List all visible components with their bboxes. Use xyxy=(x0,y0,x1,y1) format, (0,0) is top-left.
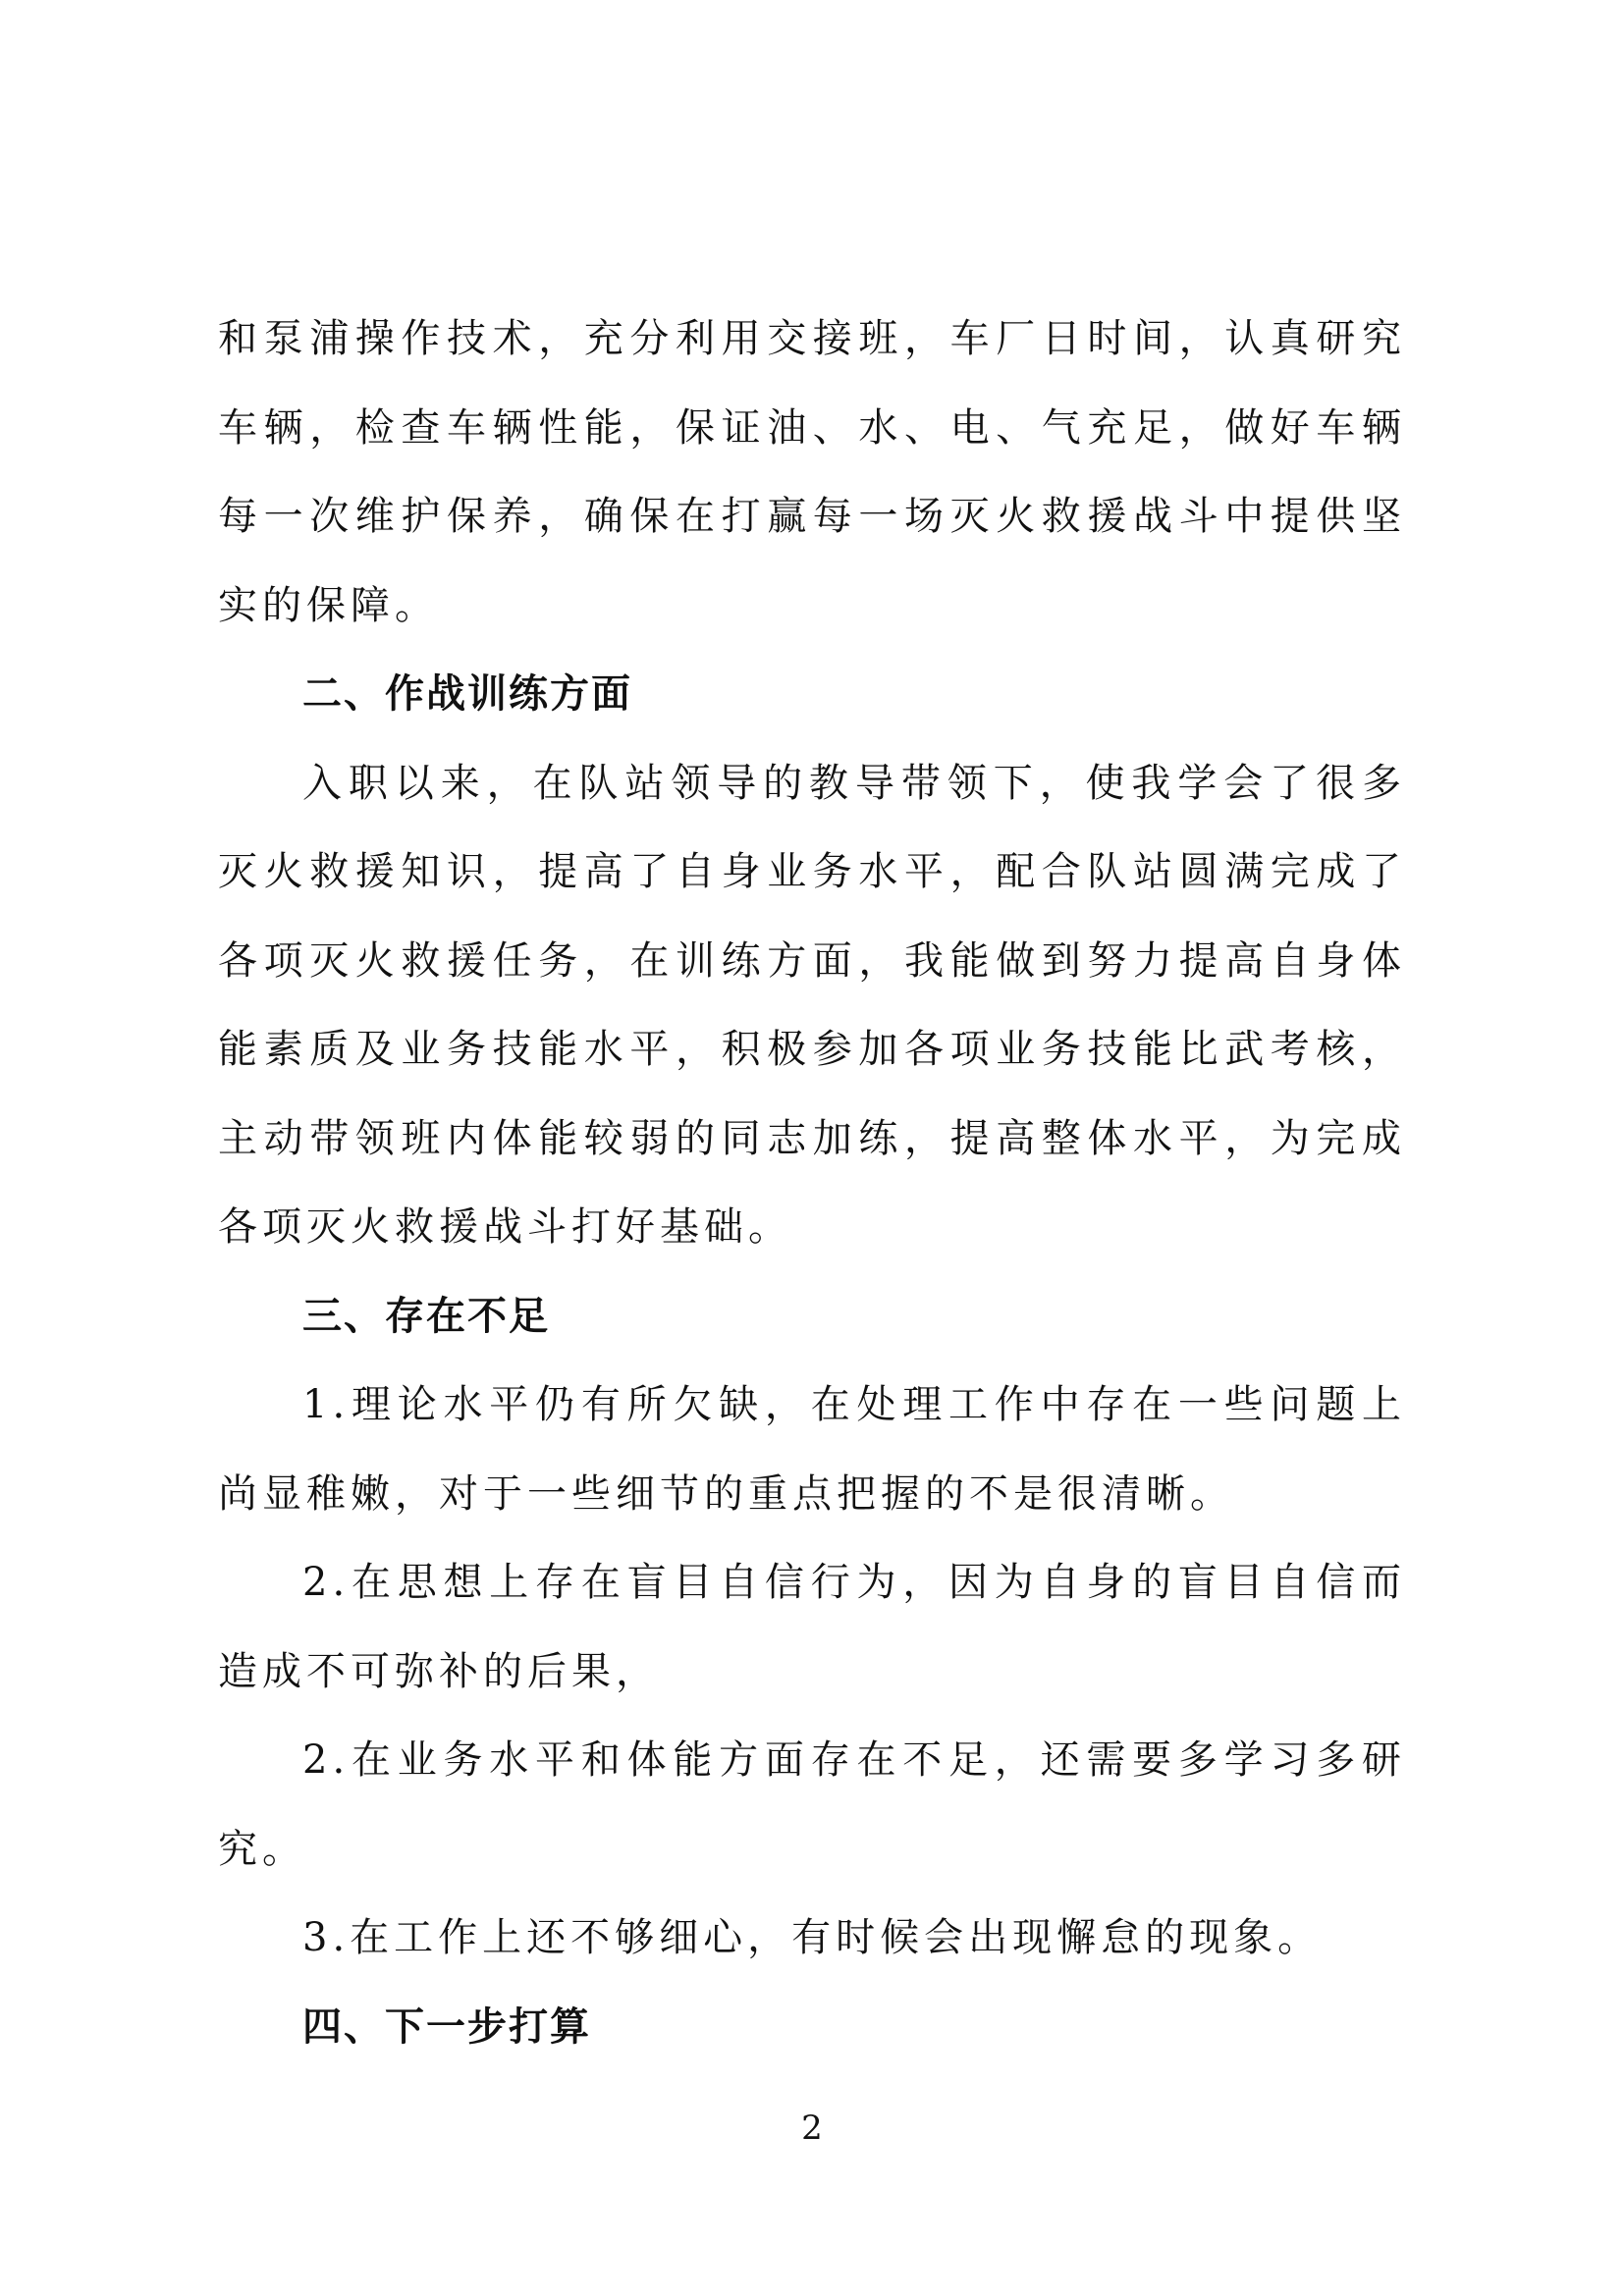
paragraph-shortcoming-3: 3.在工作上还不够细心，有时候会出现懈怠的现象。 xyxy=(302,1915,1323,1960)
heading-next-steps: 四、下一步打算 xyxy=(302,2003,591,2050)
heading-combat-training: 二、作战训练方面 xyxy=(302,671,632,717)
paragraph-shortcoming-2b: 2.在业务水平和体能方面存在不足，还需要多学习多研究。 xyxy=(218,1737,1406,1872)
paragraph-shortcoming-1: 1.理论水平仍有所欠缺，在处理工作中存在一些问题上尚显稚嫩，对于一些细节的重点把握的不是很清晰。 xyxy=(218,1382,1406,1517)
heading-shortcomings: 三、存在不足 xyxy=(302,1293,550,1339)
paragraph-vehicle-maintenance: 和泵浦操作技术，充分利用交接班，车厂日时间，认真研究车辆，检查车辆性能，保证油、水、电、气充足，做好车辆每一次维护保养，确保在打赢每一场灭火救援战斗中提供坚实的保障。 xyxy=(218,316,1406,628)
page-number: 2 xyxy=(801,2109,823,2148)
paragraph-shortcoming-2a: 2.在思想上存在盲目自信行为，因为自身的盲目自信而造成不可弥补的后果， xyxy=(218,1560,1406,1694)
paragraph-combat-training: 入职以来，在队站领导的教导带领下，使我学会了很多灭火救援知识，提高了自身业务水平，配合队站圆满完成了各项灭火救援任务，在训练方面，我能做到努力提高自身体能素质及业务技能水平，积极参加各项业务技能比武考核，主动带领班内体能较弱的同志加练，提高整体水平，为完成各项灭火救援战斗打好基础。 xyxy=(218,760,1406,1250)
document-body xyxy=(218,294,1406,2071)
